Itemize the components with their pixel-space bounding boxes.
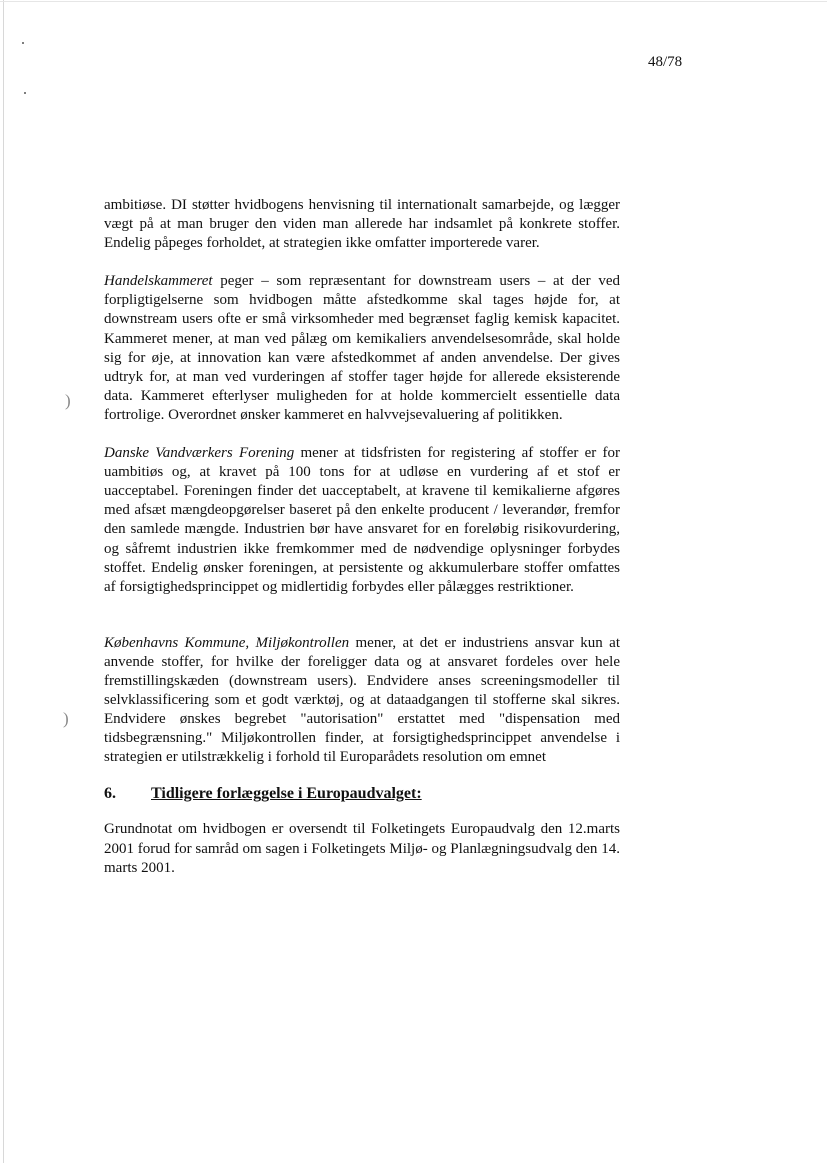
punch-hole-mark: ) (63, 709, 69, 728)
document-body (104, 196, 620, 878)
paragraph-koebenhavns-kommune (104, 634, 620, 768)
scan-speck (24, 92, 26, 94)
page-edge (3, 0, 4, 1163)
paragraph-handelskammeret (104, 272, 620, 425)
paragraph-text: ambitiøse. DI støtter hvidbogens henvisning til internationalt samarbejde, og lægger vægt på at man bruger den viden man allerede har indsamlet på konkrete stoffer. Endelig påpeges forholdet, at strategien ikke omfatter importerede varer. (104, 197, 620, 252)
page-number: 48/78 (648, 54, 683, 70)
paragraph-text: mener at tidsfristen for registering af stoffer er for uambitiøs og, at kravet på 100 tons for at udløse en vurdering af et stof er uacceptabel. Foreningen finder det uacceptabelt, at kravene til kemikalierne afgøres med afsæt mængdeopgørelser baseret på den enkelte producent / leverandør, fremfor den samlede mængde. Industrien bør have ansvaret for en foreløbig risikovurdering, og såfremt industrien ikke fremkommer med de nødvendige oplysninger forbydes stoffet. Endelig ønsker foreningen, at persistente og akkumulerbare stoffer omfattes af forsigtighedsprincippet og midlertidig forbydes eller pålægges restriktioner. (104, 445, 620, 595)
organization-name: Danske Vandværkers Forening (104, 445, 295, 462)
section-title: Tidligere forlæggelse i Europaudvalget: (151, 785, 422, 803)
paragraph-text: mener, at det er industriens ansvar kun at anvende stoffer, for hvilke der foreligger data og at ansvaret fordeles over hele fremstillingskæden (downstream users). Endvidere anses screeningsmodeller til selvklassificering som et godt værktøj, og at dataadgangen til stofferne skal sikres. Endvidere ønskes begrebet "autorisation" erstattet med "dispensation med tidsbegrænsning." Miljøkontrollen finder, at forsigtighedsprincippet anvendelse i strategien er utilstrækkelig i forhold til Europarådets resolution om emnet (104, 634, 620, 766)
paragraph-europaudvalget (104, 820, 620, 877)
paragraph-vandvaerkers-forening (104, 444, 620, 597)
paragraph-text: Grundnotat om hvidbogen er oversendt til Folketingets Europaudvalg den 12.marts 2001 forud for samråd om sagen i Folketingets Miljø- og Planlægningsudvalg den 14. marts 2001. (104, 821, 620, 876)
section-heading (104, 784, 620, 803)
organization-name: Københavns Kommune, Miljøkontrollen (104, 634, 350, 651)
scan-speck (22, 42, 24, 44)
paragraph-text: peger – som repræsentant for downstream users – at der ved forpligtigelserne som hvidbogen måtte afstedkomme skal tages højde for, at downstream users ofte er små virksomheder med begrænset faglig kemisk kapacitet. Kammeret mener, at man ved pålæg om kemikaliers anvendelsesområde, skal holde sig for øje, at innovation kan være afstedkommet af anden anvendelse. Der gives udtryk for, at man ved vurderingen af stoffer tager højde for allerede eksisterende data. Kammeret efterlyser muligheden for at holde kommercielt essentielle data fortrolige. Overordnet ønsker kammeret en halvvejsevaluering af politikken. (104, 273, 620, 423)
organization-name: Handelskammeret (104, 273, 213, 290)
page-edge-top (0, 1, 827, 2)
paragraph-di (104, 196, 620, 253)
section-number: 6. (104, 785, 116, 803)
punch-hole-mark: ) (65, 391, 71, 410)
